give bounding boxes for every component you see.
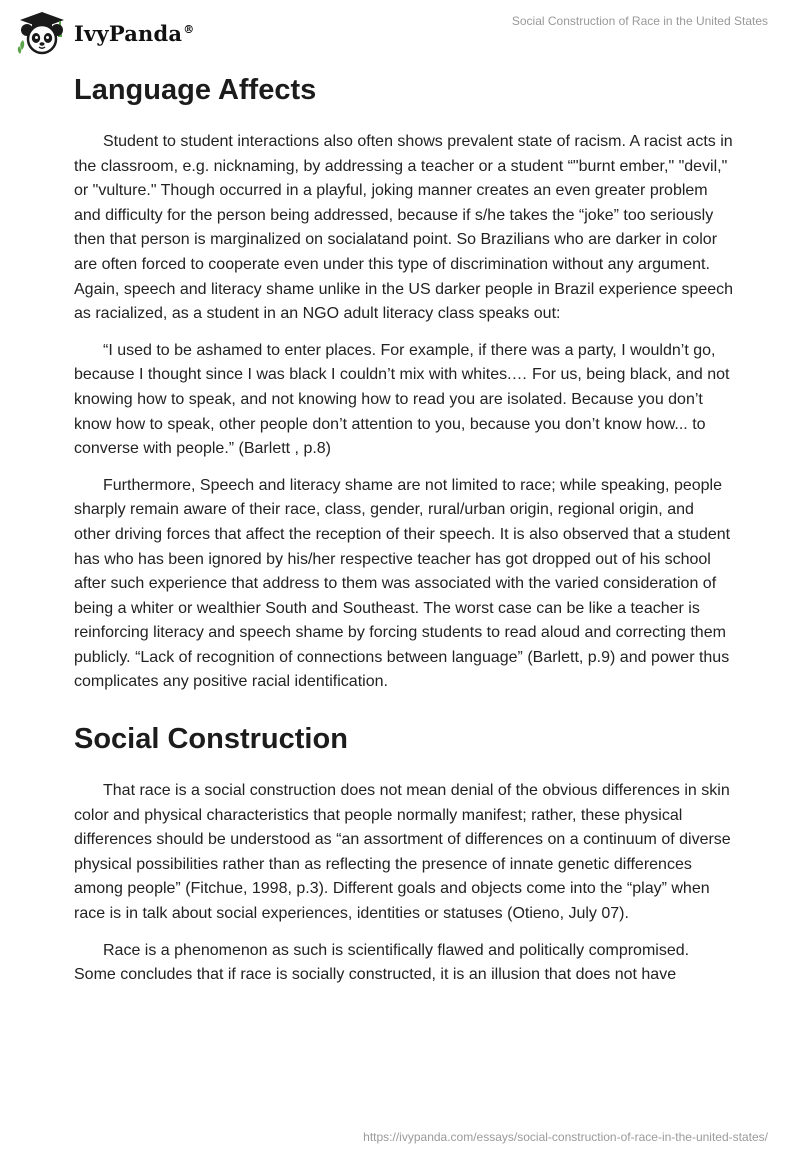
paragraph: Race is a phenomenon as such is scientifically flawed and politically compromised. Some concludes that if race is socially constructed, it is an illusion that does not have [74, 941, 690, 984]
brand-name-text: IvyPanda [74, 20, 183, 46]
paragraph: Furthermore, Speech and literacy shame are not limited to race; while speaking, people sharply remain aware of their race, class, gender, rural/urban origin, regional origin, and other driving forces that affect the reception of their speech. It is also observed that a student has who has been ignored by his/her respective teacher has got dropped out of his school after such experience that address to them was associated with the varied consideration of being a whiter or wealthier South and Southeast. The worst case can be like a teacher is reinforcing literacy and speech shame by forcing students to read aloud and correcting them publicly. “Lack of recognition of connections between language” (Barlett, p.9) and power thus complicates any positive racial identification. [74, 476, 731, 691]
paragraph: Student to student interactions also often shows prevalent state of racism. A racist acts in the classroom, e.g. nicknaming, by addressing a teacher or a student “"burnt ember," "devil," or "vulture." Though occurred in a playful, joking manner creates an even greater problem and difficulty for the person being addressed, because if s/he takes the “joke” too seriously then that person is marginalized on socialatand point. So Brazilians who are darker in color are often forced to cooperate even under this type of discrimination without any argument. Again, speech and literacy shame unlike in the US darker people in Brazil experience speech as racialized, as a student in an NGO adult literacy class speaks out: [74, 133, 734, 323]
brand-name [74, 21, 194, 46]
panda-graduate-icon [16, 10, 68, 56]
section-heading-social-construction: Social Construction [74, 723, 348, 756]
section-heading-language-affects: Language Affects [74, 74, 317, 106]
source-url[interactable]: https://ivypanda.com/essays/social-construction-of-race-in-the-united-states/ [363, 1130, 768, 1144]
paragraph: That race is a social construction does not mean denial of the obvious differences in skin color and physical characteristics that people normally manifest; rather, these physical differences should be understood as “an assortment of differences on a continuum of diverse physical possibilities rather than as reflecting the presence of innate genetic differences among people” (Fitchue, 1998, p.3). Different goals and objects come into the “play” when race is in talk about social experiences, identities or statuses (Otieno, July 07). [74, 782, 731, 923]
essay-content [74, 68, 734, 1000]
page-header [0, 0, 800, 64]
running-title: Social Construction of Race in the United States [511, 14, 768, 28]
registered-mark: ® [183, 22, 195, 36]
quote-paragraph: “I used to be ashamed to enter places. For example, if there was a party, I wouldn’t go, because I thought since I was black I couldn’t mix with whites.… For us, being black, and not knowing how to speak, and not knowing how to read you are isolated. Because you don’t know how to speak, other people don’t attention to you, because you don’t know how... to converse with people.” (Barlett , p.8) [74, 341, 730, 458]
ivypanda-logo[interactable] [16, 10, 194, 56]
